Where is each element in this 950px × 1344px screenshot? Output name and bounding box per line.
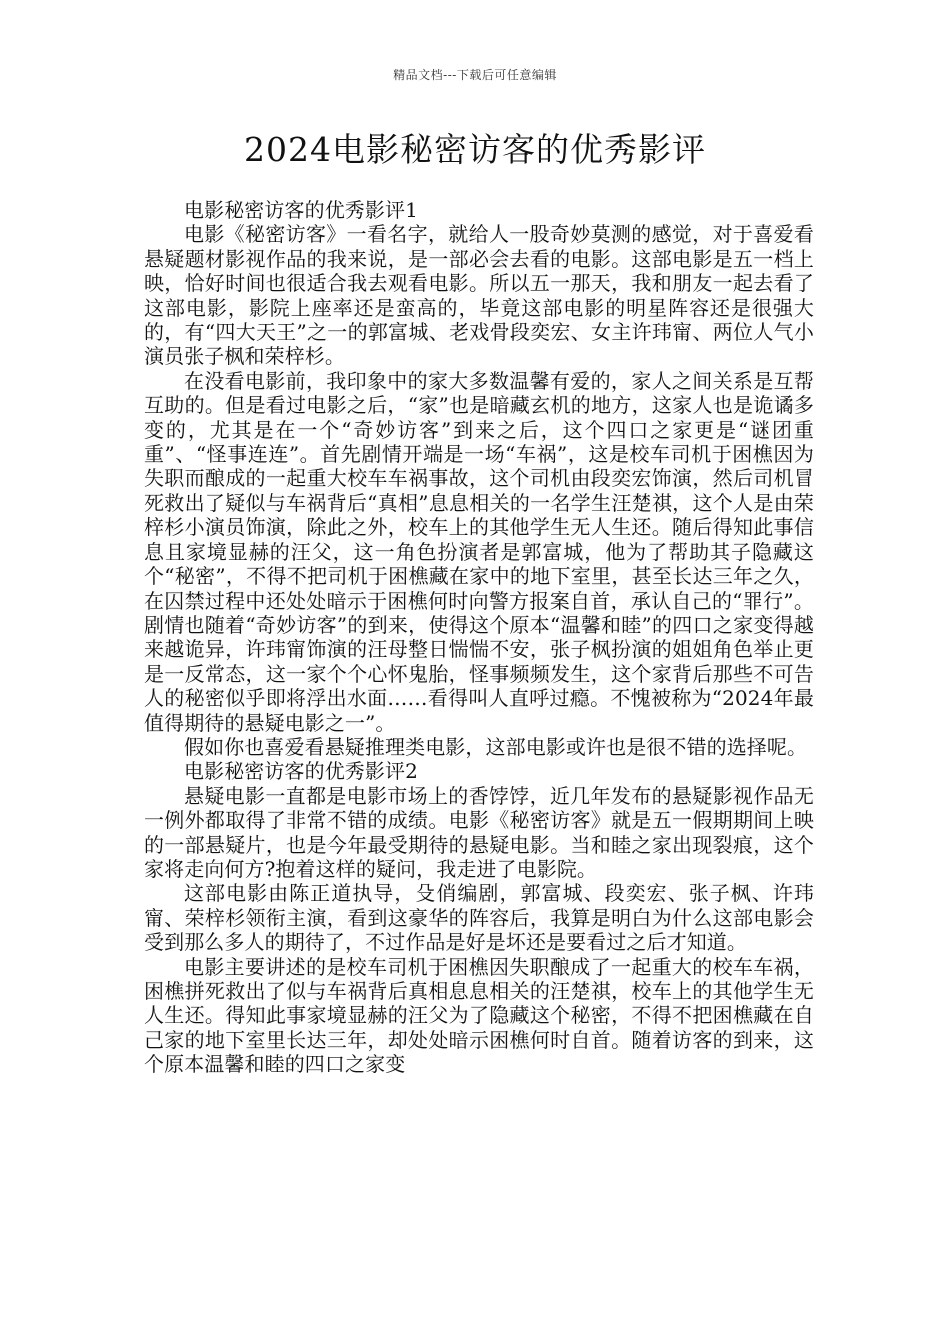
paragraph: 电影《秘密访客》一看名字，就给人一股奇妙莫测的感觉，对于喜爱看悬疑题材影视作品的我来说，是一部必会去看的电影。这部电影是五一档上映，恰好时间也很适合我去观看电影。所以五一那天，我和朋友一起去看了这部电影，影院上座率还是蛮高的，毕竟这部电影的明星阵容还是很强大的，有“四大天王”之一的郭富城、老戏骨段奕宏、女主许玮甯、两位人气小演员张子枫和荣梓杉。 — [144, 222, 814, 369]
section-heading-2: 电影秘密访客的优秀影评2 — [184, 759, 418, 784]
header-note: 精品文档---下载后可任意编辑 — [393, 68, 557, 82]
paragraph: 电影主要讲述的是校车司机于困樵因失职酿成了一起重大的校车车祸，困樵拼死救出了似与车祸背后真相息息相关的汪楚祺，校车上的其他学生无人生还。得知此事家境显赫的汪父为了隐藏这个秘密，不得不把困樵藏在自己家的地下室里长达三年，却处处暗示困樵何时自首。随着访客的到来，这个原本温馨和睦的四口之家变 — [144, 954, 814, 1077]
document-body — [144, 198, 814, 1077]
paragraph: 悬疑电影一直都是电影市场上的香饽饽，近几年发布的悬疑影视作品无一例外都取得了非常不错的成绩。电影《秘密访客》就是五一假期期间上映的一部悬疑片，也是今年最受期待的悬疑电影。当和睦之家出现裂痕，这个家将走向何方?抱着这样的疑问，我走进了电影院。 — [144, 783, 814, 881]
section-heading-1: 电影秘密访客的优秀影评1 — [184, 198, 418, 222]
paragraph: 假如你也喜爱看悬疑推理类电影，这部电影或许也是很不错的选择呢。 — [184, 734, 808, 759]
paragraph: 在没看电影前，我印象中的家大多数温馨有爱的，家人之间关系是互帮互助的。但是看过电影之后，“家”也是暗藏玄机的地方，这家人也是诡谲多变的，尤其是在一个“奇妙访客”到来之后，这个四口之家更是“谜团重重”、“怪事连连”。首先剧情开端是一场“车祸”，这是校车司机于困樵因为失职而酿成的一起重大校车车祸事故，这个司机由段奕宏饰演，然后司机冒死救出了疑似与车祸背后“真相”息息相关的一名学生汪楚祺，这个人是由荣梓杉小演员饰演，除此之外，校车上的其他学生无人生还。随后得知此事信息且家境显赫的汪父，这一角色扮演者是郭富城，他为了帮助其子隐藏这个“秘密”，不得不把司机于困樵藏在家中的地下室里，甚至长达三年之久，在囚禁过程中还处处暗示于困樵何时向警方报案自首，承认自己的“罪行”。剧情也随着“奇妙访客”的到来，使得这个原本“温馨和睦”的四口之家变得越来越诡异，许玮甯饰演的汪母整日惴惴不安，张子枫扮演的姐姐角色举止更是一反常态，这一家个个心怀鬼胎，怪事频频发生，这个家背后那些不可告人的秘密似乎即将浮出水面……看得叫人直呼过瘾。不愧被称为“2024年最值得期待的悬疑电影之一”。 — [144, 368, 814, 735]
paragraph: 这部电影由陈正道执导，殳俏编剧，郭富城、段奕宏、张子枫、许玮甯、荣梓杉领衔主演，看到这豪华的阵容后，我算是明白为什么这部电影会受到那么多人的期待了，不过作品是好是坏还是要看过之后才知道。 — [144, 881, 814, 955]
document-title: 2024电影秘密访客的优秀影评 — [244, 130, 706, 169]
